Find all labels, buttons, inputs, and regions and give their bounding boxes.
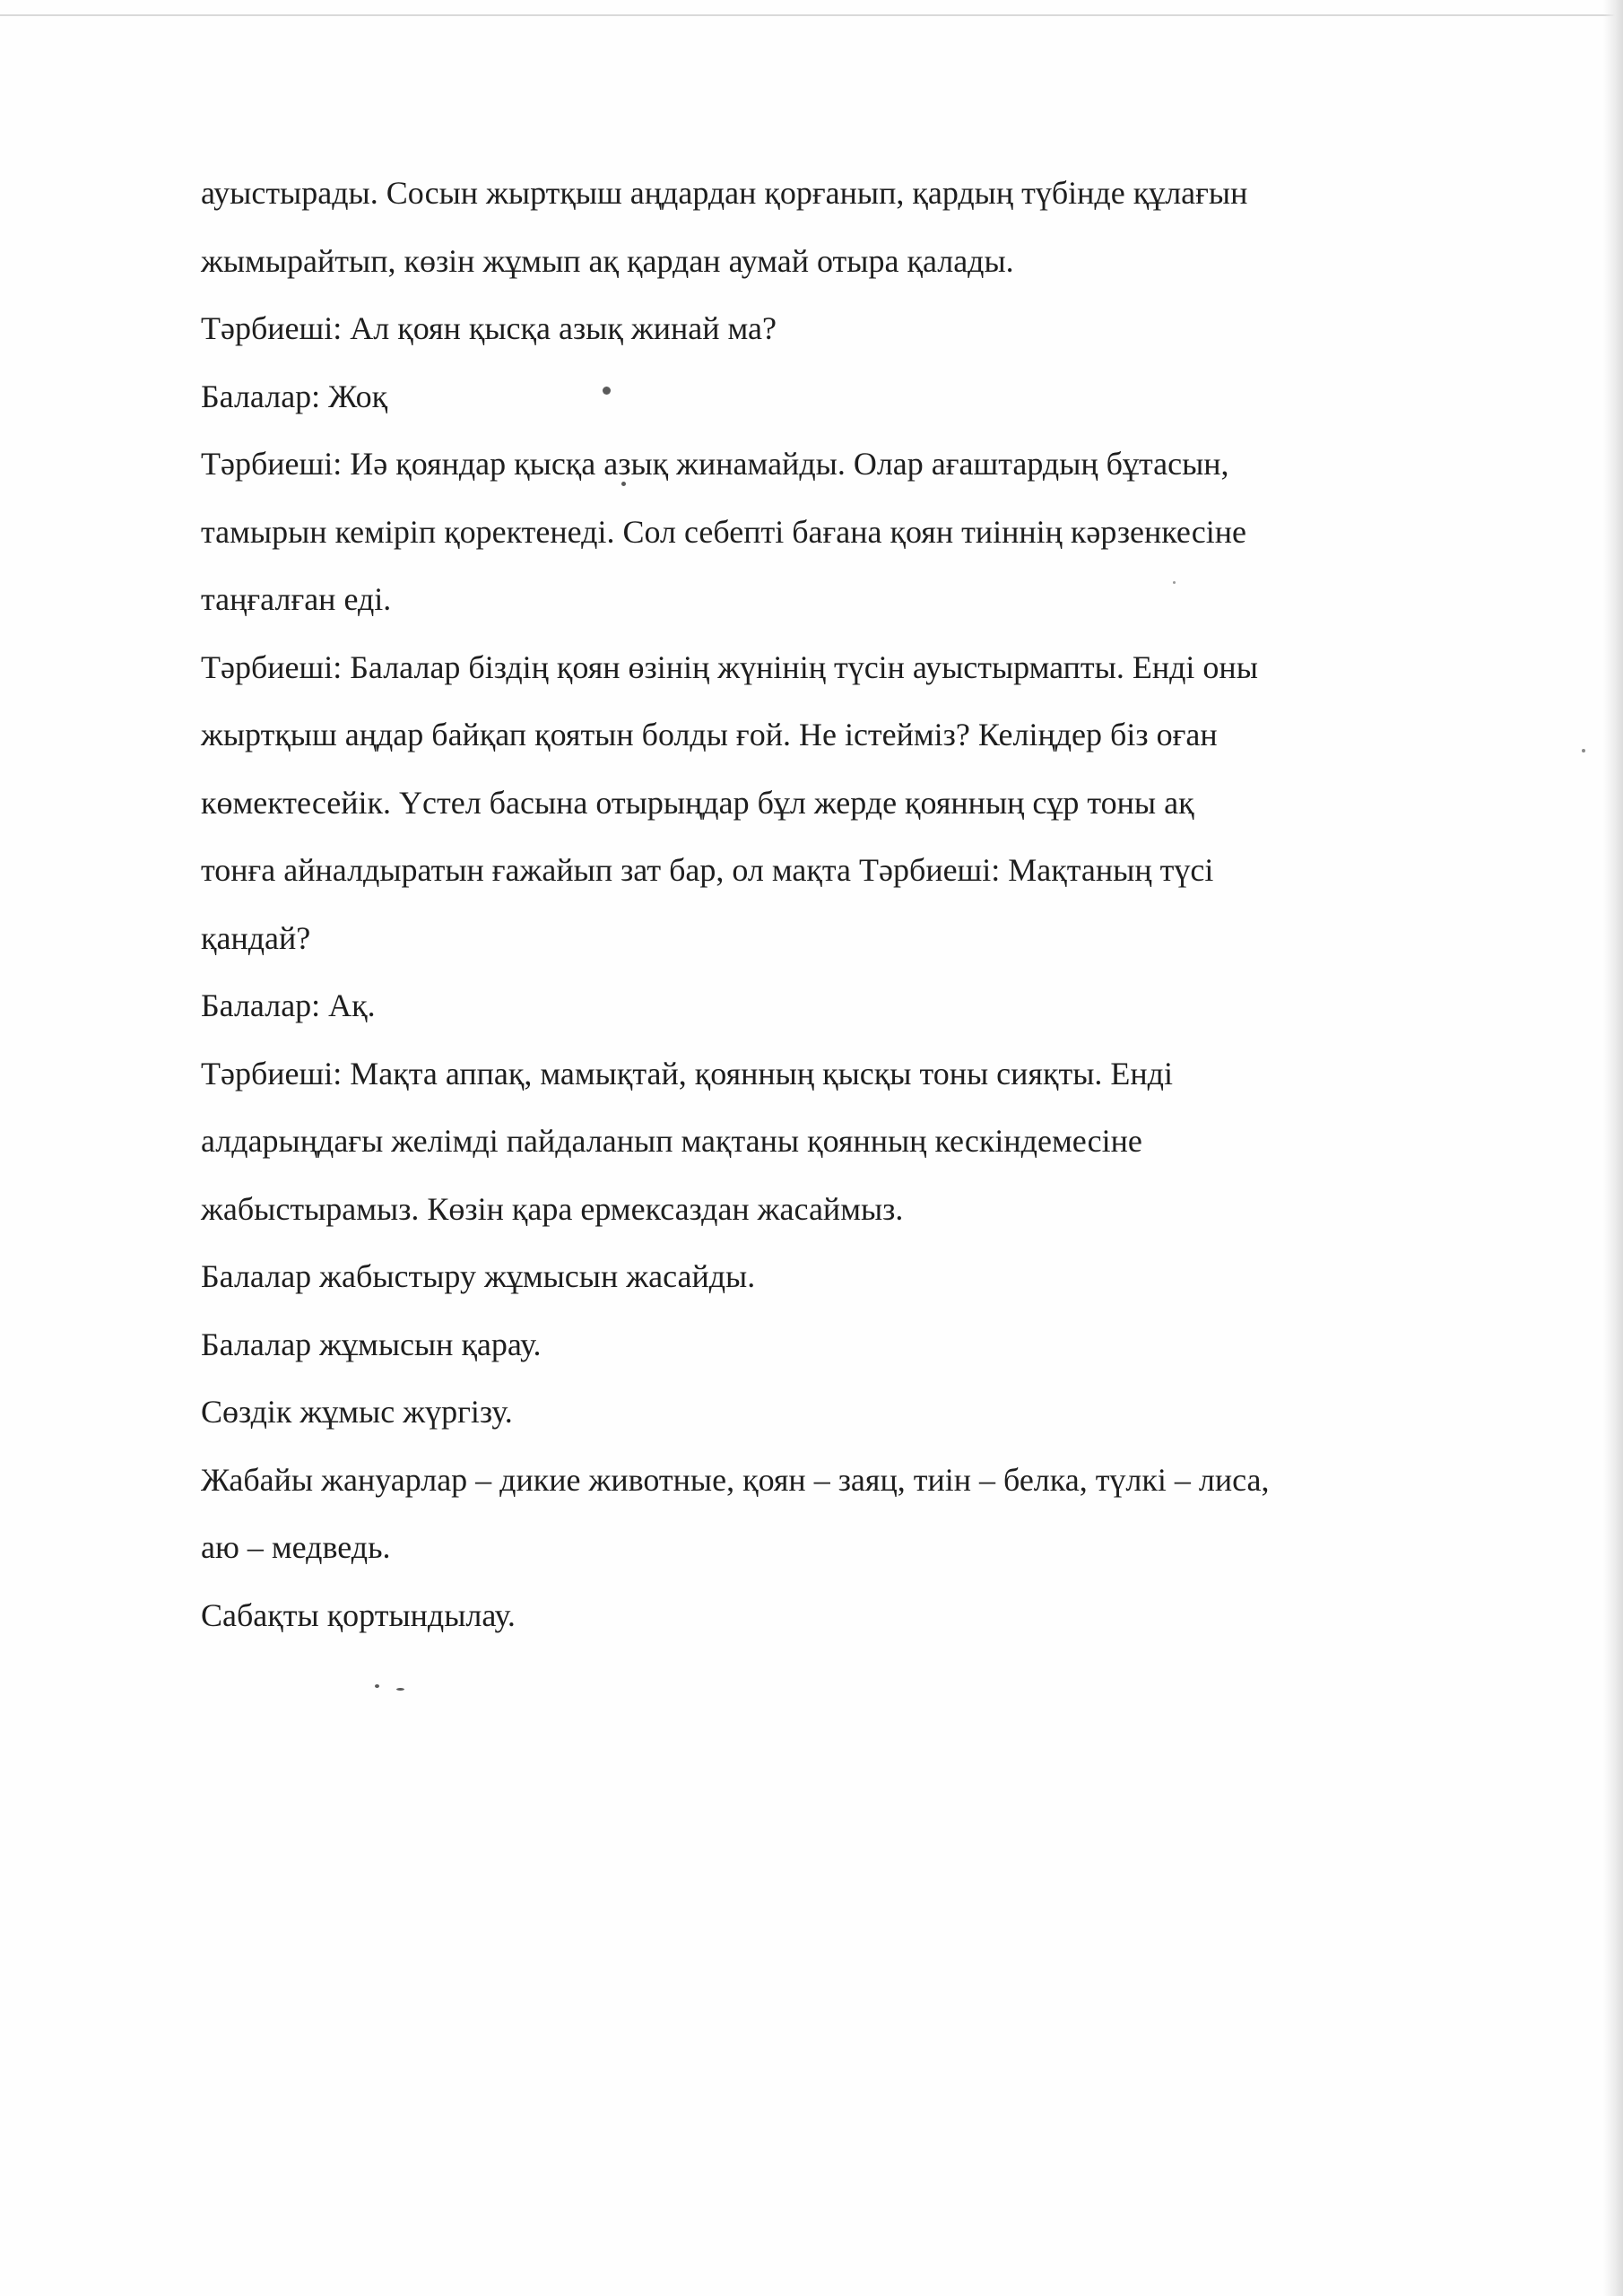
text-line: Тәрбиеші: Ал қоян қысқа азық жинай ма? — [201, 310, 777, 346]
text-line: Балалар: Жоқ — [201, 378, 388, 414]
text-line: аю – медведь. — [201, 1529, 391, 1565]
text-line: Тәрбиеші: Балалар біздің қоян өзінің жүнінің түсін ауыстырмапты. Енді оны — [201, 648, 1258, 685]
scan-speck — [375, 1684, 379, 1688]
text-line: Сабақты қортындылау. — [201, 1596, 516, 1633]
page-right-edge-shadow — [1603, 0, 1623, 2296]
text-line: Сөздік жұмыс жүргізу. — [201, 1394, 513, 1430]
text-line: алдарыңдағы желімді пайдаланып мақтаны қоянның кескіндемесіне — [201, 1123, 1142, 1159]
text-line: ауыстырады. Сосын жыртқыш аңдардан қорғанып, қардың түбінде құлағын — [201, 175, 1248, 211]
text-line: қандай? — [201, 919, 311, 956]
text-line: Тәрбиеші: Мақта аппақ, мамықтай, қоянның қысқы тоны сияқты. Енді — [201, 1055, 1173, 1091]
text-line: тамырын кеміріп қоректенеді. Сол себепті бағана қоян тиіннің кәрзенкесіне — [201, 513, 1246, 550]
text-line: Балалар жұмысын қарау. — [201, 1326, 542, 1362]
scan-speck — [396, 1688, 404, 1691]
page-top-edge — [0, 14, 1623, 16]
text-line: жабыстырамыз. Көзін қара ермексаздан жасаймыз. — [201, 1190, 904, 1227]
text-line: тонға айналдыратын ғажайып зат бар, ол мақта Тәрбиеші: Мақтаның түсі — [201, 852, 1214, 888]
text-line: Жабайы жануарлар – дикие животные, қоян – заяц, тиін – белка, түлкі – лиса, — [201, 1461, 1270, 1498]
text-line: таңғалған еді. — [201, 581, 392, 617]
text-line: Балалар жабыстыру жұмысын жасайды. — [201, 1258, 756, 1294]
text-line: Балалар: Ақ. — [201, 987, 376, 1023]
scan-speck — [1582, 749, 1585, 752]
document-text — [201, 160, 1492, 1649]
text-line: жыртқыш аңдар байқап қоятын болды ғой. Не істейміз? Келіңдер біз оған — [201, 717, 1218, 752]
text-line: Тәрбиеші: Иә қояндар қысқа азық жинамайды. Олар ағаштардың бұтасын, — [201, 446, 1229, 482]
text-line: көмектесейік. Үстел басына отырыңдар бұл жерде қоянның сұр тоны ақ — [201, 784, 1194, 821]
text-line: жымырайтып, көзін жұмып ақ қардан аумай отыра қалады. — [201, 242, 1014, 279]
